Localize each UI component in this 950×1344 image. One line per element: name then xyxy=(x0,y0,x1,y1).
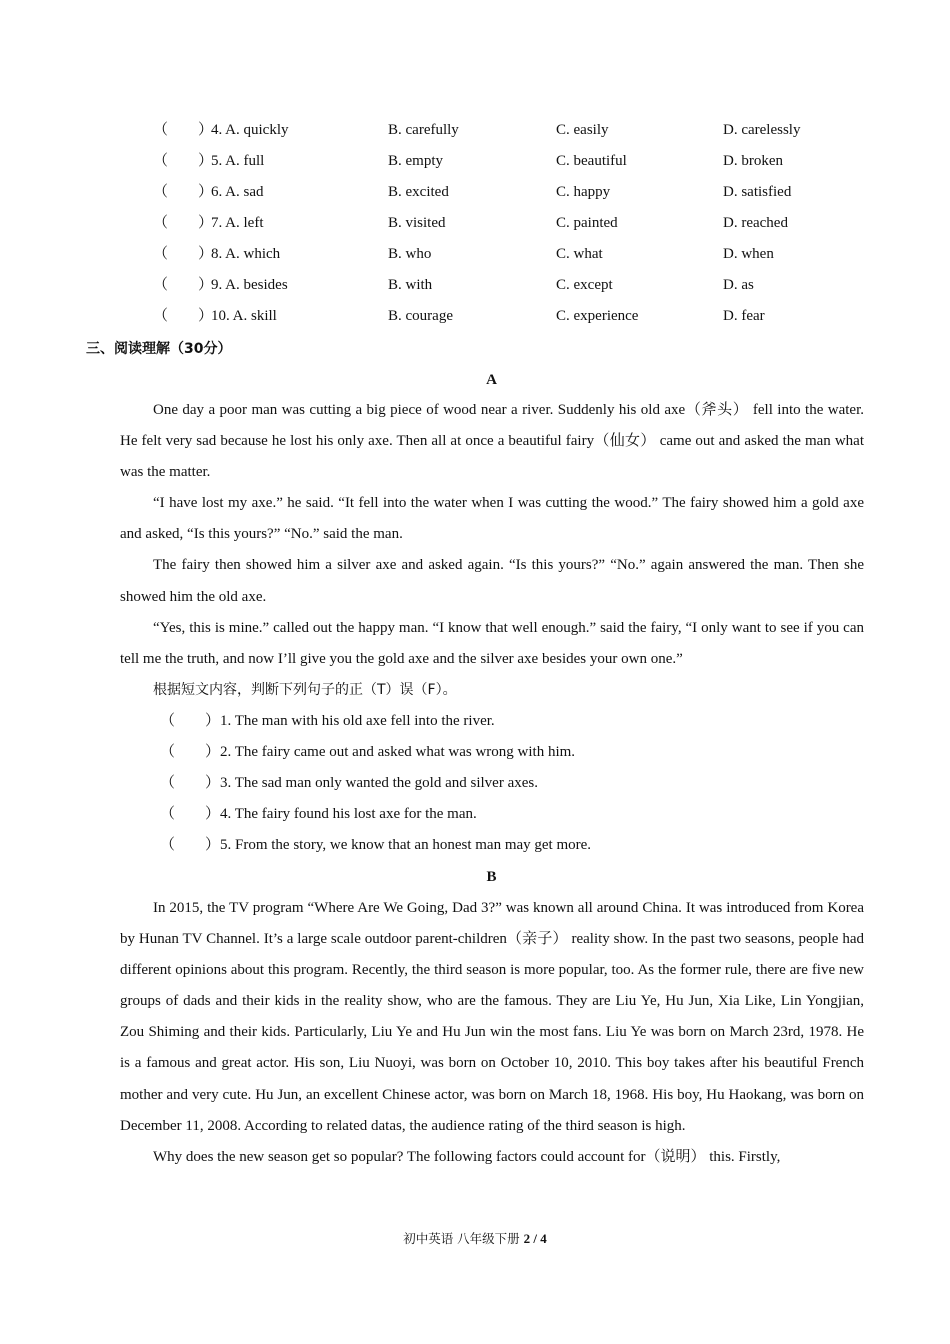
option-d: D. as xyxy=(723,277,754,293)
option-a: 9. A. besides xyxy=(211,277,288,293)
option-d: D. broken xyxy=(723,153,783,169)
answer-blank: （ ） xyxy=(153,246,214,262)
tf-question-row xyxy=(160,799,591,830)
option-d: D. reached xyxy=(723,215,788,231)
passage-paragraph: Why does the new season get so popular? The following factors could account for（说明） this. Firstly, xyxy=(153,1148,781,1165)
answer-blank: （ ） xyxy=(153,184,214,200)
option-a: 6. A. sad xyxy=(211,184,264,200)
passage-b-title: B xyxy=(486,869,497,885)
option-b: B. with xyxy=(388,277,433,293)
choice-question-row xyxy=(0,270,950,301)
tf-statement: 1. The man with his old axe fell into the river. xyxy=(220,713,495,729)
tf-question-row xyxy=(160,737,591,768)
option-c: C. easily xyxy=(556,122,609,138)
answer-blank: （ ） xyxy=(160,806,221,823)
option-c: C. what xyxy=(556,246,603,262)
option-c: C. beautiful xyxy=(556,153,627,169)
option-c: C. painted xyxy=(556,215,618,231)
option-b: B. carefully xyxy=(388,122,459,138)
passage-paragraph: “Yes, this is mine.” called out the happy man. “I know that well enough.” said the fairy, “I only want to see if you can tell me the truth, and now I’ll give you the gold axe and the silver axe besides your own one.” xyxy=(120,619,864,667)
page-footer xyxy=(0,1227,950,1251)
answer-blank: （ ） xyxy=(160,713,221,729)
option-a: 10. A. skill xyxy=(211,308,277,324)
option-d: D. carelessly xyxy=(723,122,801,138)
answer-blank: （ ） xyxy=(153,308,214,324)
page-number: 2 / 4 xyxy=(523,1231,547,1246)
option-a: 4. A. quickly xyxy=(211,122,289,138)
tf-statement: 4. The fairy found his lost axe for the man. xyxy=(220,806,477,823)
choice-questions xyxy=(0,115,950,332)
answer-blank: （ ） xyxy=(153,215,214,231)
option-b: B. who xyxy=(388,246,432,262)
passage-paragraph: The fairy then showed him a silver axe and asked again. “Is this yours?” “No.” again answered the man. Then she showed him the old axe. xyxy=(120,557,864,605)
passage-a-title: A xyxy=(486,372,497,388)
option-b: B. courage xyxy=(388,308,453,324)
choice-question-row xyxy=(0,239,950,270)
passage-paragraph: “I have lost my axe.” he said. “It fell into the water when I was cutting the wood.” The fairy showed him a gold axe and asked, “Is this yours?” “No.” said the man. xyxy=(120,495,864,543)
instruction-text: 根据短文内容，判断下列句子的正（T）误（F）。 xyxy=(153,682,457,698)
option-d: D. satisfied xyxy=(723,184,792,200)
choice-question-row xyxy=(0,208,950,239)
passage-a xyxy=(120,395,864,675)
choice-question-row xyxy=(0,301,950,332)
option-d: D. when xyxy=(723,246,774,262)
option-a: 7. A. left xyxy=(211,215,264,231)
option-d: D. fear xyxy=(723,308,765,324)
choice-question-row xyxy=(0,146,950,177)
choice-question-row xyxy=(0,177,950,208)
answer-blank: （ ） xyxy=(160,837,221,854)
option-c: C. except xyxy=(556,277,613,293)
option-c: C. happy xyxy=(556,184,611,200)
footer-text: 初中英语 八年级下册 xyxy=(403,1231,524,1246)
tf-question-row xyxy=(160,768,591,799)
passage-paragraph: One day a poor man was cutting a big piece of wood near a river. Suddenly his old axe（斧头） fell into the water. He felt very sad because he lost his only axe. Then all at once a beautiful fairy（仙女） came out and asked the man what was the matter. xyxy=(120,402,864,481)
section-heading: 三、阅读理解（30分） xyxy=(86,341,232,357)
option-b: B. visited xyxy=(388,215,446,231)
answer-blank: （ ） xyxy=(160,775,221,792)
tf-statement: 3. The sad man only wanted the gold and silver axes. xyxy=(220,775,538,792)
tf-question-row xyxy=(160,830,591,861)
answer-blank: （ ） xyxy=(153,122,214,138)
tf-statement: 5. From the story, we know that an honest man may get more. xyxy=(220,837,592,854)
option-b: B. empty xyxy=(388,153,443,169)
passage-b xyxy=(120,893,864,1173)
tf-question-row xyxy=(160,706,591,737)
passage-paragraph: In 2015, the TV program “Where Are We Going, Dad 3?” was known all around China. It was introduced from Korea by Hunan TV Channel. It’s a large scale outdoor parent-children（亲子） reality show. In the past two seasons, people had different opinions about this program. Recently, the third season is more popular, too. As the former rule, there are five new groups of dads and their kids in the reality show, who are the famous. They are Liu Ye, Hu Jun, Xia Like, Lin Yongjian, Zou Shiming and their kids. Particularly, Liu Ye and Hu Jun win the most fans. Liu Ye was born on March 23rd, 1978. He is a famous and great actor. His son, Liu Nuoyi, was born on October 10, 2010. This boy takes after his beautiful French mother and very cute. Hu Jun, an excellent Chinese actor, was born on March 18, 1968. His boy, Hu Haokang, was born on December 11, 2008. According to related datas, the audience rating of the third season is high. xyxy=(120,900,864,1134)
option-b: B. excited xyxy=(388,184,449,200)
choice-question-row xyxy=(0,115,950,146)
tf-statement: 2. The fairy came out and asked what was wrong with him. xyxy=(220,744,576,761)
answer-blank: （ ） xyxy=(160,744,221,761)
true-false-questions xyxy=(160,706,591,861)
answer-blank: （ ） xyxy=(153,277,214,293)
answer-blank: （ ） xyxy=(153,153,214,169)
option-c: C. experience xyxy=(556,308,639,324)
option-a: 5. A. full xyxy=(211,153,265,169)
option-a: 8. A. which xyxy=(211,246,281,262)
